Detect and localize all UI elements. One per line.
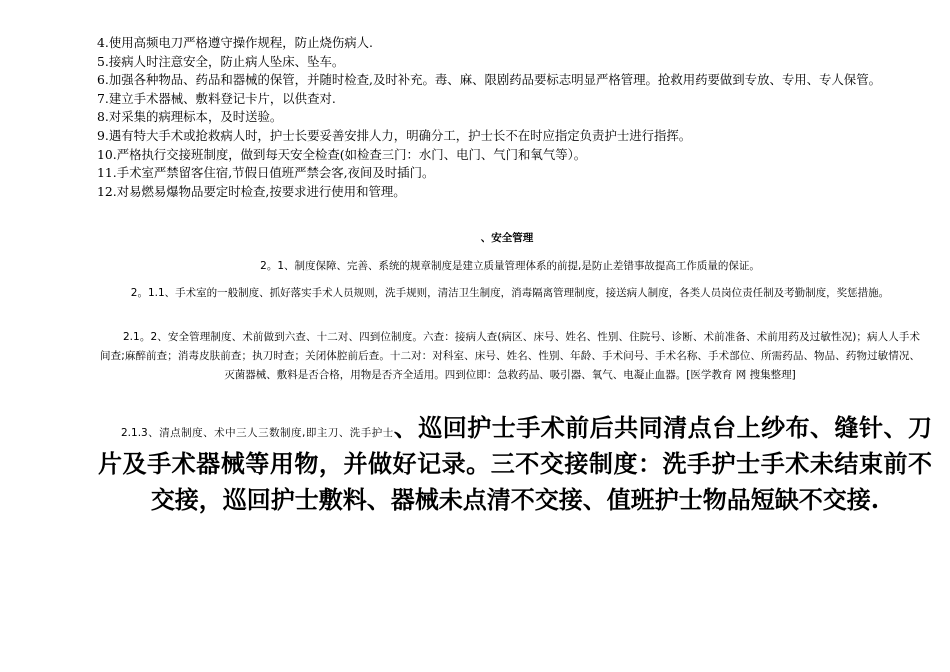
rule-item-7: 7.建立手术器械、敷料登记卡片，以供查对. — [97, 90, 336, 106]
section-title: 、安全管理 — [480, 232, 534, 244]
paragraph-2-1-1: 2。1.1、手术室的一般制度、抓好落实手术人员规则，洗手规则，清洁卫生制度，消毒隔离管理制度，接送病人制度，各类人员岗位责任制及考勤制度，奖惩措施。 — [130, 287, 890, 299]
paragraph-2-1-2: 2.1。2、安全管理制度、术前做到六查、十二对、四到位制度。六查：接病人查(病区、床号、姓名、性别、住院号、诊断、术前准备、术前用药及过敏性况)；病人人手术间查;麻醉前查；消毒皮肤前查；执刀时查；关闭体腔前后查。十二对：对科室、床号、姓名、性别、年龄、手术问号、手术名称、手术部位、所需药品、物品、药物过敏情况、灭菌器械、敷料是否合格，用物是否齐全适用。四到位即：急救药品、吸引器、氧气、电凝止血器。[医学教育 网 搜集整理] — [100, 331, 920, 381]
rule-item-4: 4.使用高频电刀严格遵守操作规程，防止烧伤病人. — [97, 35, 373, 50]
rule-item-8: 8.对采集的病理标本，及时送验。 — [97, 109, 283, 125]
rule-item-12: 12.对易燃易爆物品要定时检查,按要求进行使用和管理。 — [97, 183, 406, 199]
paragraph-2-1-3-intro: 2.1.3、清点制度、术中三人三数制度,即主刀、洗手护士 — [121, 427, 394, 439]
paragraph-2-1-3-body: 、巡回护士手术前后共同清点台上纱布、缝针、刀片及手术器械等用物，并做好记录。三不交接制度：洗手护士手术未结束前不交接，巡回护士敷料、器械未点清不交接、值班护士物品短缺不交接. — [98, 413, 933, 514]
rule-item-5: 5.接病人时注意安全，防止病人坠床、坠车。 — [97, 53, 345, 69]
rule-item-9: 9.遇有特大手术或抢救病人时，护士长要妥善安排人力，明确分工，护士长不在时应指定负责护士进行指挥。 — [97, 127, 692, 143]
rule-item-11: 11.手术室严禁留客住宿,节假日值班严禁会客,夜间及时插门。 — [97, 165, 435, 181]
rule-item-6: 6.加强各种物品、药品和器械的保管，并随时检查,及时补充。毒、麻、限剧药品要标志明显严格管理。抢救用药要做到专放、专用、专人保管。 — [97, 72, 881, 88]
rules-list — [97, 34, 927, 201]
paragraph-2-1: 2。1、制度保障、完善、系统的规章制度是建立质量管理体系的前提,是防止差错事故提高工作质量的保证。 — [260, 260, 760, 272]
rule-item-10: 10.严格执行交接班制度，做到每天安全检查(如检查三门：水门、电门、气门和氧气等）。 — [97, 146, 587, 162]
paragraph-2-1-3 — [98, 410, 932, 518]
